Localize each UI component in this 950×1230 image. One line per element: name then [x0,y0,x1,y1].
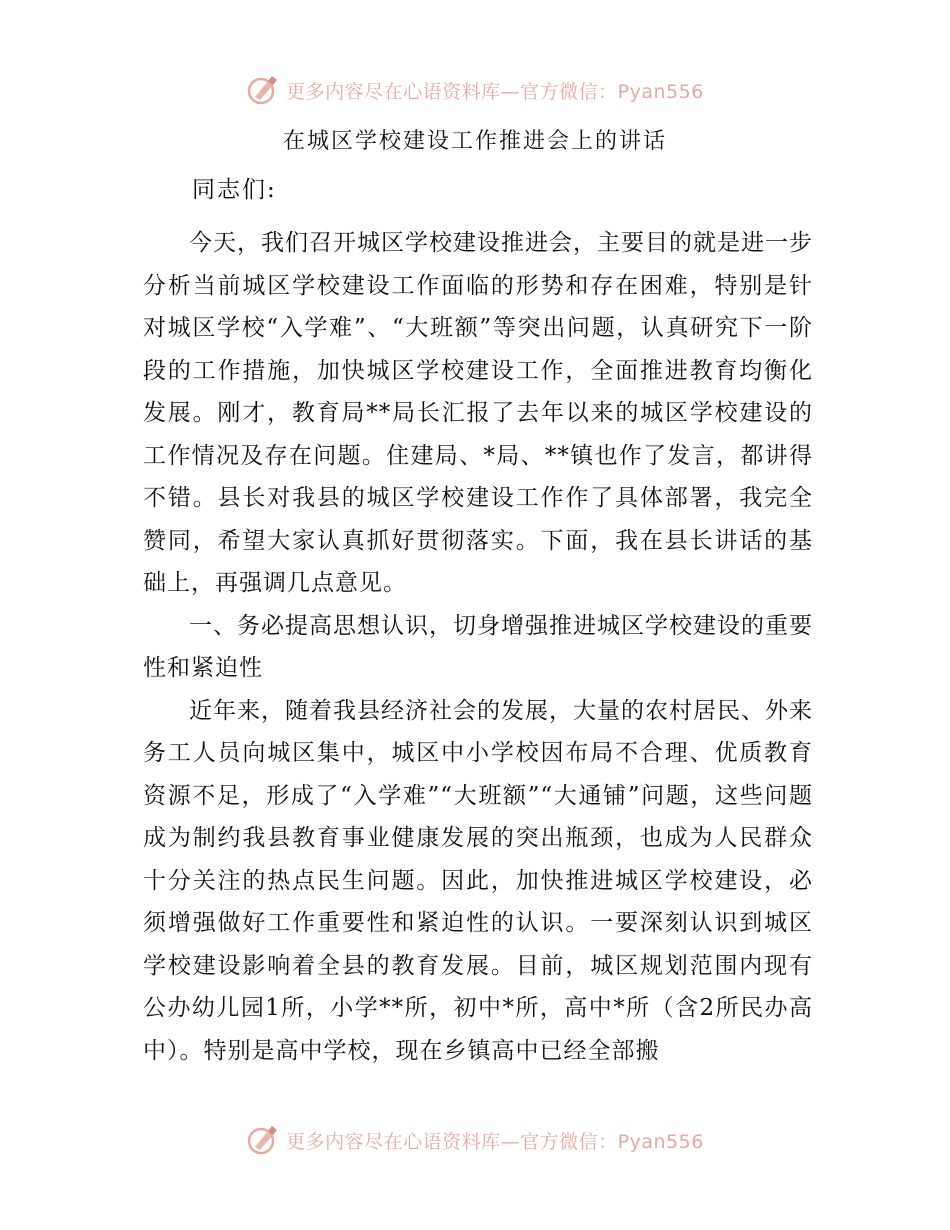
watermark-main: 更多内容尽在心语资料库 [286,80,501,103]
section-heading-1: 一、务必提高思想认识，切身增强推进城区学校建设的重要性和紧迫性 [143,612,813,681]
watermark-footer [0,1120,950,1160]
pen-logo-icon [246,1123,280,1157]
watermark-dash: — [500,80,521,103]
paragraph-section-1: 近年来，随着我县经济社会的发展，大量的农村居民、外来务工人员向城区集中，城区中小学校因布局不合理、优质教育资源不足，形成了“入学难”“大班额”“大通铺”问题，这些问题成为制约我县教育事业健康发展的突出瓶颈，也成为人民群众十分关注的热点民生问题。因此，加快推进城区学校建设，必须增强做好工作重要性和紧迫性的认识。一要深刻认识到城区学校建设影响着全县的教育发展。目前，城区规划范围内现有公办幼儿园1所，小学**所，初中*所，高中*所（含2所民办高中）。特别是高中学校，现在乡镇高中已经全部搬 [143,697,813,1064]
watermark-text [286,77,704,104]
watermark-dash: — [500,1130,521,1153]
watermark-header [0,70,950,110]
watermark-contact: 官方微信：Pyan556 [520,80,704,103]
paragraph-intro: 今天，我们召开城区学校建设推进会，主要目的就是进一步分析当前城区学校建设工作面临的形势和存在困难，特别是针对城区学校“入学难”、“大班额”等突出问题，认真研究下一阶段的工作措施，加快城区学校建设工作，全面推进教育均衡化发展。刚才，教育局**局长汇报了去年以来的城区学校建设的工作情况及存在问题。住建局、*局、**镇也作了发言，都讲得不错。县长对我县的城区学校建设工作作了具体部署，我完全赞同，希望大家认真抓好贯彻落实。下面，我在县长讲话的基础上，再强调几点意见。 [143,230,813,596]
document-body [143,222,813,1072]
watermark-main: 更多内容尽在心语资料库 [286,1130,501,1153]
watermark-contact: 官方微信：Pyan556 [520,1130,704,1153]
watermark-text [286,1127,704,1154]
pen-logo-icon [246,73,280,107]
salutation: 同志们: [192,177,277,203]
document-title: 在城区学校建设工作推进会上的讲话 [282,129,667,154]
